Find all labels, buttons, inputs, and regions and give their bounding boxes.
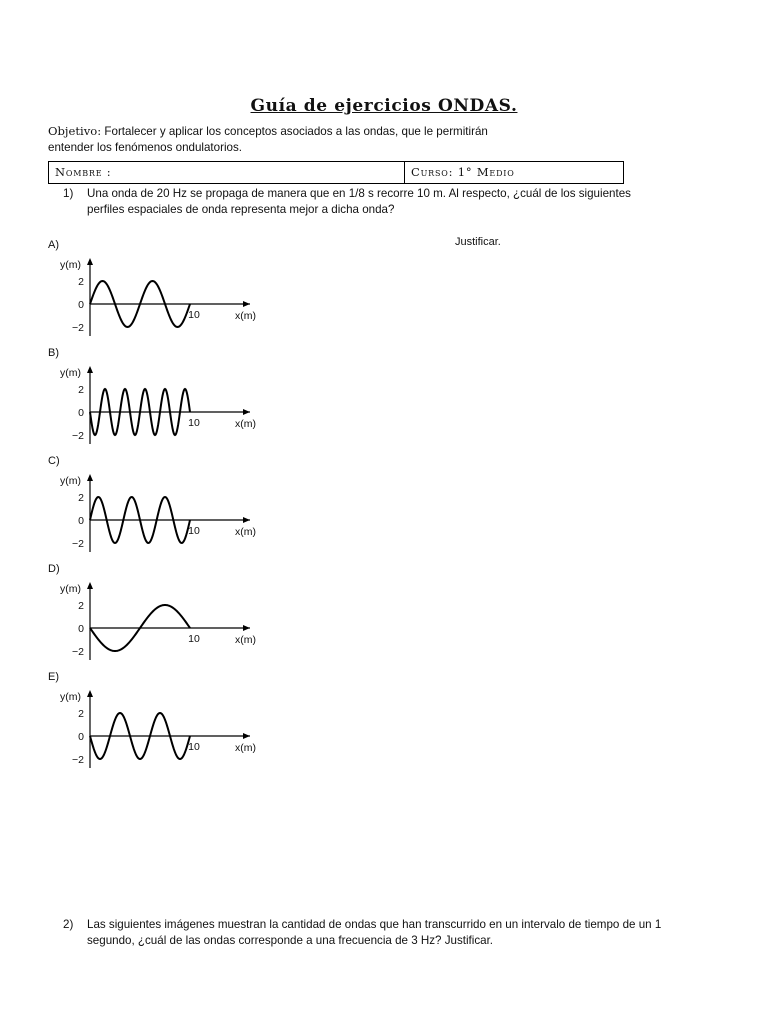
- option-label: A): [48, 239, 59, 251]
- justify-label: Justificar.: [455, 236, 501, 248]
- name-field[interactable]: Nombre :: [49, 162, 405, 183]
- question-number: 2): [63, 918, 74, 931]
- question-1: [63, 186, 733, 218]
- y-axis-arrow: [87, 258, 93, 265]
- option-label: C): [48, 455, 60, 467]
- x-tick-label: 10: [188, 417, 200, 429]
- y-tick-label: 0: [78, 515, 84, 527]
- question-text: [87, 917, 733, 949]
- y-axis-label: y(m): [60, 259, 81, 271]
- y-tick-label: 2: [78, 600, 84, 612]
- x-axis-arrow: [243, 301, 250, 307]
- objective-label: Objetivo:: [48, 124, 102, 138]
- y-tick-label: 2: [78, 492, 84, 504]
- option-label: E): [48, 671, 59, 683]
- objective-text-2: entender los fenómenos ondulatorios.: [48, 140, 243, 154]
- y-tick-label: 0: [78, 731, 84, 743]
- question-number: 1): [63, 187, 74, 200]
- x-axis-label: x(m): [235, 526, 256, 538]
- x-axis-label: x(m): [235, 634, 256, 646]
- objective: [48, 124, 608, 155]
- question-line: Las siguientes imágenes muestran la cantidad de ondas que han transcurrido en un intervalo de tiempo de un 1: [87, 918, 662, 931]
- question-line: Una onda de 20 Hz se propaga de manera que en 1/8 s recorre 10 m. Al respecto, ¿cuál de los siguientes: [87, 187, 631, 200]
- x-axis-label: x(m): [235, 418, 256, 430]
- y-tick-label: −2: [72, 322, 84, 334]
- y-axis-label: y(m): [60, 475, 81, 487]
- question-text: [87, 186, 733, 218]
- x-tick-label: 10: [188, 741, 200, 753]
- x-tick-label: 10: [188, 633, 200, 645]
- y-tick-label: 0: [78, 299, 84, 311]
- y-tick-label: −2: [72, 430, 84, 442]
- x-axis-arrow: [243, 409, 250, 415]
- x-axis-arrow: [243, 517, 250, 523]
- y-axis-label: y(m): [60, 583, 81, 595]
- question-line: segundo, ¿cuál de las ondas corresponde a una frecuencia de 3 Hz? Justificar.: [87, 934, 494, 947]
- y-axis-arrow: [87, 474, 93, 481]
- question-2: [63, 917, 733, 949]
- y-axis-arrow: [87, 690, 93, 697]
- x-axis-label: x(m): [235, 310, 256, 322]
- y-axis-label: y(m): [60, 691, 81, 703]
- x-tick-label: 10: [188, 525, 200, 537]
- course-field: Curso: 1° Medio: [411, 165, 515, 179]
- x-axis-label: x(m): [235, 742, 256, 754]
- y-tick-label: 2: [78, 384, 84, 396]
- y-axis-arrow: [87, 366, 93, 373]
- x-axis-arrow: [243, 625, 250, 631]
- y-tick-label: −2: [72, 754, 84, 766]
- y-tick-label: 2: [78, 276, 84, 288]
- option-label: B): [48, 347, 59, 359]
- option-label: D): [48, 563, 60, 575]
- y-tick-label: −2: [72, 538, 84, 550]
- wave-options-chart: [40, 234, 300, 774]
- question-line: perfiles espaciales de onda representa mejor a dicha onda?: [87, 203, 395, 216]
- x-axis-arrow: [243, 733, 250, 739]
- y-axis-arrow: [87, 582, 93, 589]
- x-tick-label: 10: [188, 309, 200, 321]
- y-axis-label: y(m): [60, 367, 81, 379]
- student-info-table: [48, 161, 624, 184]
- objective-text: Fortalecer y aplicar los conceptos asociados a las ondas, que le permitirán: [101, 125, 488, 138]
- y-tick-label: −2: [72, 646, 84, 658]
- page-title: Guía de ejercicios ONDAS.: [250, 96, 518, 116]
- y-tick-label: 0: [78, 407, 84, 419]
- y-tick-label: 0: [78, 623, 84, 635]
- y-tick-label: 2: [78, 708, 84, 720]
